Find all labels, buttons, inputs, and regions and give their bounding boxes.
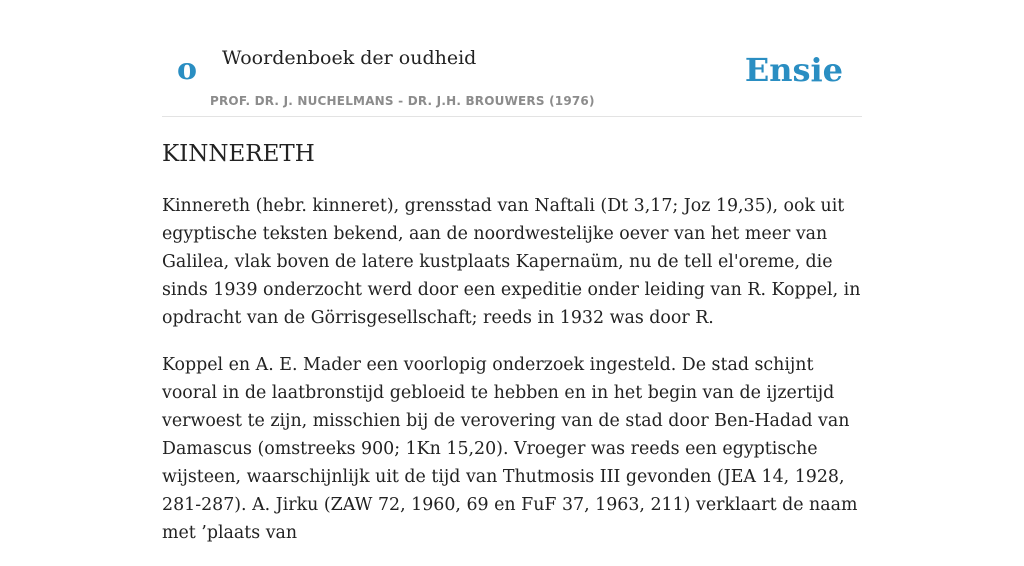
book-title-link[interactable]: Woordenboek der oudheid — [222, 47, 477, 69]
letter-index-link[interactable]: o — [177, 52, 198, 87]
entry-paragraph: Koppel en A. E. Mader een voorlopig onderzoek ingesteld. De stad schijnt vooral in de laatbronstijd gebloeid te hebben en in het begin van de ijzertijd verwoest te zijn, misschien bij de verovering van de stad door Ben-Hadad van Damascus (omstreeks 900; 1Kn 15,20). Vroeger was reeds een egyptische wijsteen, waarschijnlijk uit de tijd van Thutmosis III gevonden (JEA 14, 1928, 281-287). A. Jirku (ZAW 72, 1960, 69 en FuF 37, 1963, 211) verklaart de naam met ’plaats van — [162, 355, 858, 543]
entry-content — [162, 192, 862, 566]
entry-title: KINNERETH — [162, 141, 315, 167]
ensie-logo-link[interactable]: Ensie — [744, 51, 843, 89]
site-header — [162, 0, 862, 117]
entry-paragraph: Kinnereth (hebr. kinneret), grensstad van Naftali (Dt 3,17; Joz 19,35), ook uit egyptische teksten bekend, aan de noordwestelijke oever van het meer van Galilea, vlak boven de latere kustplaats Kapernaüm, nu de tell el'oreme, die sinds 1939 onderzocht werd door een expeditie onder leiding van R. Koppel, in opdracht van de Görrisgesellschaft; reeds in 1932 was door R. — [162, 196, 861, 328]
book-authors: PROF. DR. J. NUCHELMANS - DR. J.H. BROUWERS (1976) — [210, 94, 595, 108]
